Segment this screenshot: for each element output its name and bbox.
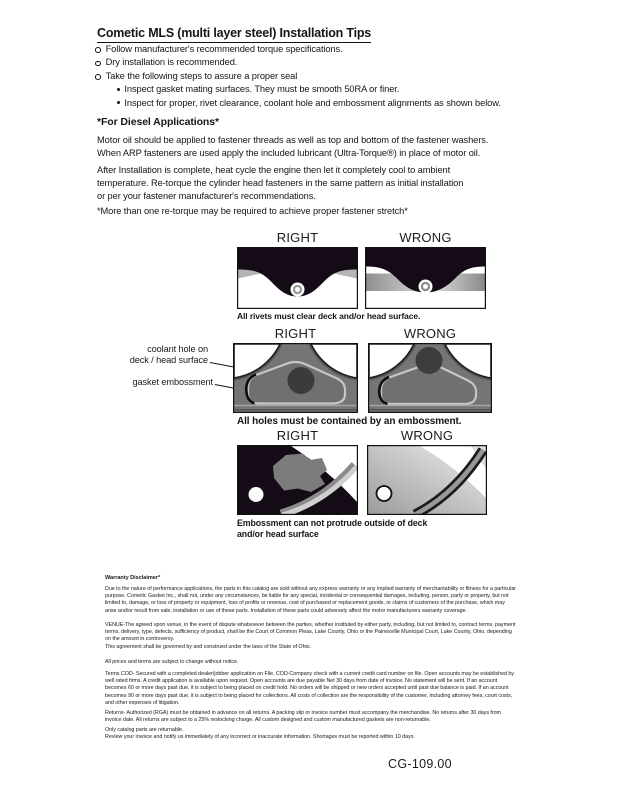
bolt-hole-icon bbox=[377, 486, 392, 501]
bolt-hole-icon bbox=[249, 487, 264, 502]
tip-sub-item bbox=[95, 98, 535, 111]
coolant-hole bbox=[288, 367, 315, 394]
bullet-icon bbox=[117, 101, 120, 104]
embossment-containment-wrong-diagram bbox=[368, 343, 492, 413]
bullet-icon bbox=[117, 88, 120, 91]
coolant-hole-annotation bbox=[118, 344, 208, 366]
paragraph-line: After Installation is complete, heat cycle the engine then let it completely cool to ambient bbox=[97, 165, 451, 175]
diesel-paragraph-1 bbox=[97, 134, 537, 160]
page-code: CG-109.00 bbox=[388, 757, 452, 771]
tip-text: Follow manufacturer's recommended torque specifications. bbox=[105, 44, 343, 54]
tip-text: Dry installation is recommended. bbox=[105, 57, 238, 68]
embossment-protrusion-right-diagram bbox=[237, 445, 358, 515]
rivet-icon bbox=[419, 280, 433, 294]
gasket-embossment-annotation: gasket embossment bbox=[132, 377, 213, 387]
diesel-paragraph-2 bbox=[97, 164, 537, 202]
rivet-clearance-wrong-diagram bbox=[365, 247, 486, 309]
diesel-heading: *For Diesel Applications* bbox=[97, 116, 219, 128]
tip-text: Inspect gasket mating surfaces. They must be smooth 50RA or finer. bbox=[124, 84, 400, 95]
warranty-paragraph: Due to the nature of performance applications, the parts in this catalog are sold without any express warranty or any implied warranty of merchantability or fitness for a particular purpose. Cometic Gasket Inc., shall not, under any circumstances, be liable for any special, incidental or consequential damages, including, person, party or property, but not limited to, damage, or loss of property or equipment, loss of profits or revenue, cost of purchased or replacement goods, or claims of customers of the purchase, which may arise and/or result from sale, installation or use of these parts. Installation of these parts could adversely affect the motor manufacturers warranty coverage. bbox=[105, 586, 517, 614]
returns-paragraph: Returns- Authorized (RGA) must be obtained in advance on all returns. A packing slip or invoice number must accompany the merchandise. No returns after 30 days from invoice date. All returns are subject to a 25% restocking charge. All custom designed and custom manufactured gaskets are non-returnable. bbox=[105, 710, 501, 724]
wrong-label: WRONG bbox=[403, 326, 457, 341]
right-label: RIGHT bbox=[274, 326, 317, 341]
caption-line: Embossment can not protrude outside of deck bbox=[237, 518, 428, 528]
rivet-clearance-right-diagram bbox=[237, 247, 358, 309]
tip-item bbox=[95, 44, 535, 57]
tip-text: Inspect for proper, rivet clearance, coolant hole and embossment alignments as shown below. bbox=[124, 97, 501, 108]
annotation-line: deck / head surface bbox=[129, 354, 208, 365]
page-title-text: Cometic MLS (multi layer steel) Installation Tips bbox=[97, 26, 371, 43]
catalog-note-text: Only catalog parts are returnable. bbox=[105, 727, 184, 733]
governing-law-text: This agreement shall be governed by and construed under the laws of the State of Ohio. bbox=[105, 643, 312, 650]
embossment-protrusion-wrong-diagram bbox=[367, 445, 487, 515]
open-bullet-icon bbox=[95, 61, 101, 67]
diagram-caption bbox=[237, 518, 427, 539]
installation-tips-list bbox=[95, 44, 535, 111]
rivet-icon bbox=[291, 283, 305, 297]
paragraph-line: temperature. Re-torque the cylinder head fasteners in the same pattern as initial installation bbox=[97, 177, 464, 188]
open-bullet-icon bbox=[95, 47, 101, 53]
wrong-label: WRONG bbox=[400, 428, 454, 443]
wrong-label: WRONG bbox=[399, 230, 452, 245]
tip-sub-item bbox=[95, 84, 535, 97]
coolant-hole bbox=[416, 347, 443, 374]
right-label: RIGHT bbox=[276, 428, 319, 443]
tip-text: Take the following steps to assure a proper seal bbox=[105, 70, 298, 81]
annotation-line: coolant hole on bbox=[147, 344, 208, 354]
deck-surface-patch bbox=[273, 454, 327, 493]
tip-item bbox=[95, 57, 535, 70]
retorque-note: *More than one re-torque may be required to achieve proper fastener stretch* bbox=[97, 206, 408, 216]
paragraph-line: When ARP fasteners are used apply the included lubricant (Ultra-Torque®) in place of motor oil. bbox=[97, 147, 481, 158]
caption-line: and/or head surface bbox=[237, 528, 319, 539]
page-title bbox=[97, 26, 371, 43]
review-note-text: Review your invoice and notify us immediately of any incorrect or inaccurate information. Shortages must be reported within 10 days. bbox=[105, 734, 415, 741]
diagram-caption: All rivets must clear deck and/or head surface. bbox=[237, 311, 421, 321]
returnable-note bbox=[105, 727, 517, 741]
tip-item bbox=[95, 71, 535, 84]
paragraph-line: Motor oil should be applied to fastener threads as well as top and bottom of the fastener washers. bbox=[97, 135, 489, 145]
diagram-caption: All holes must be contained by an embossment. bbox=[237, 416, 462, 427]
paragraph-line: or per your fastener manufacturer's recommendations. bbox=[97, 190, 316, 201]
right-label: RIGHT bbox=[276, 230, 319, 245]
venue-text: VENUE-The agreed upon venue, in the event of dispute whatsoever between the parties, whether instituted by either party, including, but not limited to, contract terms, payment terms, delivery, type, defects, sufficiency of product, shall be the Court of Common Pleas, Lake County, Ohio or the Painesville Municipal Court, Lake County, Ohio, depending on the amount in controversy. bbox=[105, 622, 516, 643]
venue-paragraph bbox=[105, 622, 517, 651]
prices-note: All prices and terms are subject to change without notice. bbox=[105, 659, 239, 665]
open-bullet-icon bbox=[95, 74, 101, 80]
embossment-containment-right-diagram bbox=[233, 343, 358, 413]
warranty-heading: Warranty Disclaimer* bbox=[105, 575, 161, 581]
terms-paragraph: Terms COD- Secured with a completed dealer/jobber application on File, COD-Company check with a current credit card number on file. Open accounts may be established by well rated firms. A credit application is available upon request. Open accounts are due payable Net 30 days from date of invoice. No statement will be sent. If an account becomes 60 or more days past due, it is subject to being placed on credit hold. No orders will be shipped or new orders accepted until past due balance is paid. If an account becomes 90 or more days past due, it is subject to being placed for collections. All costs of collection are the responsibility of the customer, including attorney fees, court costs, and other expenses of litigation. bbox=[105, 671, 515, 706]
